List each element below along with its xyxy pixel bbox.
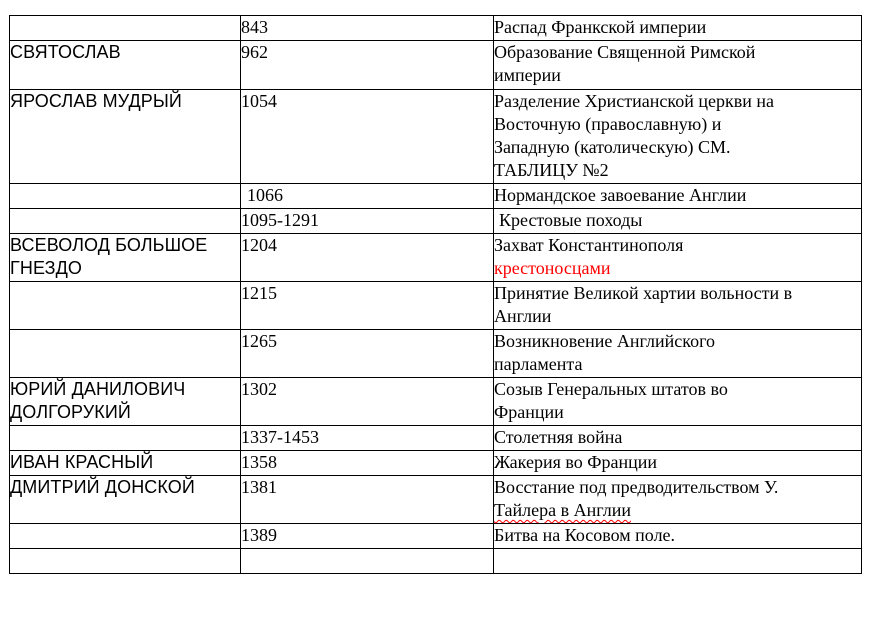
year-value: 1095-1291 [241,210,319,230]
year-value: 1358 [241,452,277,472]
event-cell [494,330,862,378]
table-row [10,282,862,330]
ruler-name: ЯРОСЛАВ МУДРЫЙ [10,91,182,111]
year-value: 1265 [241,331,277,351]
event-cell [494,16,862,41]
year-cell [241,426,494,451]
event-text: Столетняя война [494,427,623,447]
event-text: Созыв Генеральных штатов во [494,379,728,399]
table-row [10,234,862,282]
table-row [10,16,862,41]
event-cell [494,209,862,234]
year-cell [241,184,494,209]
ruler-cell [10,378,241,426]
ruler-cell [10,549,241,574]
year-cell [241,330,494,378]
event-text: Распад Франкской империи [494,17,707,37]
year-value: 1215 [241,283,277,303]
event-cell [494,90,862,184]
year-value: 1054 [241,91,277,111]
event-text: Жакерия во Франции [494,452,657,472]
event-text: Разделение Христианской церкви на [494,91,774,111]
event-text: Возникновение Английского [494,331,716,351]
ruler-cell [10,90,241,184]
event-text-spellcheck: Тайлера в Англии [494,500,631,520]
event-text: парламента [494,354,583,374]
year-cell [241,476,494,524]
year-value: 1066 [247,185,283,205]
year-cell [241,282,494,330]
ruler-cell [10,524,241,549]
event-cell [494,451,862,476]
event-cell [494,476,862,524]
event-text: Восстание под предводительством У. [494,477,779,497]
table-row [10,476,862,524]
year-value: 1389 [241,525,277,545]
year-cell [241,524,494,549]
table-row [10,184,862,209]
ruler-cell [10,41,241,90]
table-row [10,330,862,378]
event-cell [494,378,862,426]
ruler-name: ЮРИЙ ДАНИЛОВИЧ ДОЛГОРУКИЙ [10,379,186,422]
event-text: Образование Священной Римской [494,42,756,62]
table-row [10,41,862,90]
year-cell [241,549,494,574]
year-cell [241,378,494,426]
ruler-cell [10,451,241,476]
event-cell [494,184,862,209]
year-value: 1204 [241,235,277,255]
ruler-cell [10,209,241,234]
year-cell [241,16,494,41]
event-text: Принятие Великой хартии вольности в [494,283,793,303]
ruler-cell [10,184,241,209]
ruler-cell [10,234,241,282]
year-value: 962 [241,42,268,62]
year-cell [241,234,494,282]
year-cell [241,90,494,184]
history-timeline-table [9,15,862,574]
event-text: Восточную (православную) и [494,114,722,134]
event-text: Битва на Косовом поле. [494,525,676,545]
table-row [10,90,862,184]
event-text: Западную (католическую) СМ. [494,137,731,157]
year-value: 1302 [241,379,277,399]
year-cell [241,41,494,90]
event-text: Англии [494,306,552,326]
table-row [10,524,862,549]
event-text-highlighted: крестоносцами [494,258,611,278]
year-value: 843 [241,17,268,37]
year-value: 1337-1453 [241,427,319,447]
ruler-name: СВЯТОСЛАВ [10,42,121,62]
event-cell [494,282,862,330]
event-cell [494,524,862,549]
event-cell [494,41,862,90]
ruler-name: ИВАН КРАСНЫЙ [10,452,154,472]
year-cell [241,209,494,234]
event-text: ТАБЛИЦУ №2 [494,160,609,180]
event-cell [494,549,862,574]
ruler-cell [10,282,241,330]
event-cell [494,426,862,451]
ruler-name: ДМИТРИЙ ДОНСКОЙ [10,477,195,497]
ruler-cell [10,16,241,41]
ruler-name: ВСЕВОЛОД БОЛЬШОЕ ГНЕЗДО [10,235,208,278]
table-row [10,451,862,476]
table-row [10,209,862,234]
year-cell [241,451,494,476]
ruler-cell [10,476,241,524]
year-value: 1381 [241,477,277,497]
event-text: Захват Константинополя [494,235,684,255]
table-row [10,378,862,426]
event-text: Крестовые походы [499,210,643,230]
event-cell [494,234,862,282]
event-text: империи [494,65,561,85]
ruler-cell [10,330,241,378]
table-row [10,426,862,451]
table-row [10,549,862,574]
ruler-cell [10,426,241,451]
event-text: Нормандское завоевание Англии [494,185,747,205]
event-text: Франции [494,402,564,422]
